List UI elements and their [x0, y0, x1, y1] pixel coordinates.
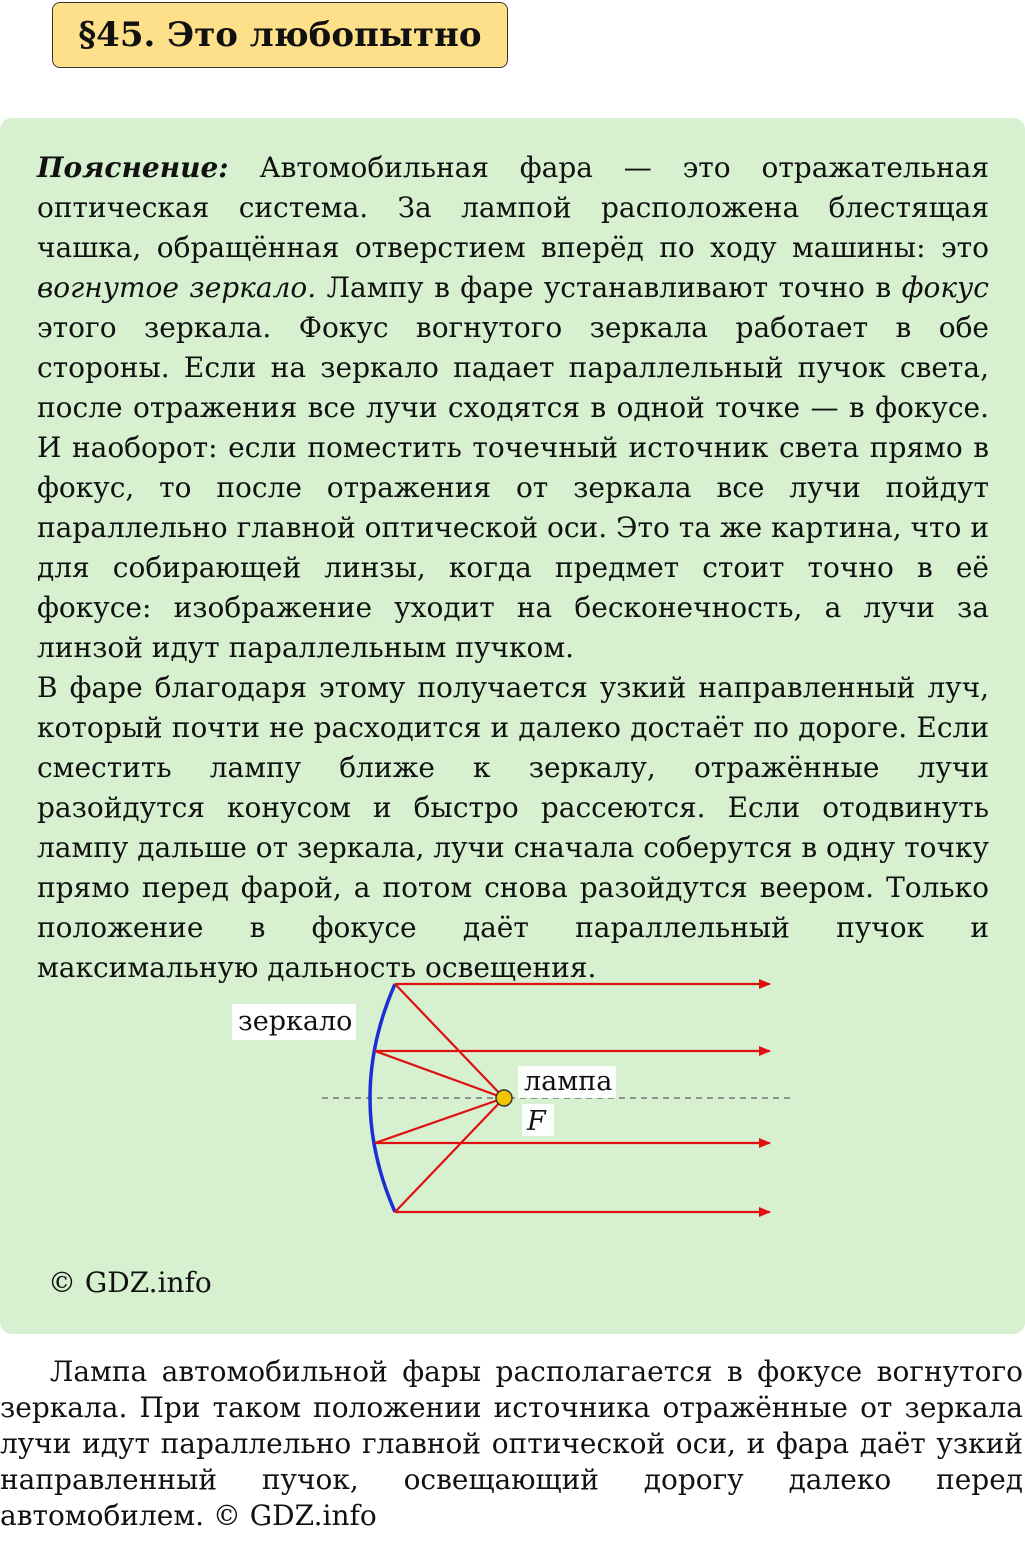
explanation-label: Пояснение: [37, 151, 229, 184]
answer-body: Лампа автомобильной фары располагается в фокусе вогнутого зеркала. При таком положении источника отражённые от зеркала лучи идут параллельно главной оптической оси, и фара даёт узкий направленный пучок, освещающий дорогу далеко перед автомобилем. [0, 1355, 1023, 1532]
explanation-text-part: Лампу в фаре устанавливают точно в [316, 271, 902, 304]
explanation-paragraph-2: В фаре благодаря этому получается узкий направленный луч, который почти не расходится и далеко достаёт по дороге. Если сместить лампу ближе к зеркалу, отражённые лучи разойдутся конусом и быстро рассеются. Если отодвинуть лампу дальше от зеркала, лучи сначала соберутся в одну точку прямо перед фарой, а потом снова разойдутся веером. Только положение в фокусе даёт параллельный пучок и максимальную дальность освещения. [37, 671, 989, 984]
mirror-label: зеркало [238, 1006, 353, 1037]
answer-text [0, 1354, 1025, 1534]
explanation-paragraph-1 [37, 148, 989, 668]
headlight-diagram [0, 960, 1025, 1240]
explanation-text-part: этого зеркала. Фокус вогнутого зеркала работает в обе стороны. Если на зеркало падает параллельный пучок света, после отражения все лучи сходятся в одной точке — в фокусе. И наоборот: если поместить точечный источник света прямо в фокус, то после отражения от зеркала все лучи пойдут параллельно главной оптической оси. Это та же картина, что и для собирающей линзы, когда предмет стоит точно в её фокусе: изображение уходит на бесконечность, а лучи за линзой идут параллельным пучком. [37, 311, 989, 664]
panel-credit: © GDZ.info [48, 1266, 212, 1299]
explanation-text-part: Автомобильная фара — это отражательная оптическая система. За лампой расположена блестящая чашка, обращённая отверстием вперёд по ходу машины: это [37, 151, 989, 264]
focus-label: F [527, 1106, 546, 1137]
lamp-label: лампа [524, 1066, 613, 1097]
incident-ray [395, 1098, 504, 1212]
term-focus: фокус [901, 271, 989, 304]
incident-ray [375, 1098, 504, 1143]
section-title: §45. Это любопытно [52, 2, 508, 68]
term-concave-mirror: вогнутое зеркало. [37, 271, 317, 304]
incident-ray [375, 1051, 504, 1098]
lamp-icon [496, 1090, 512, 1106]
incident-ray [395, 984, 504, 1098]
explanation-text [37, 148, 989, 988]
answer-credit: © GDZ.info [212, 1499, 377, 1532]
